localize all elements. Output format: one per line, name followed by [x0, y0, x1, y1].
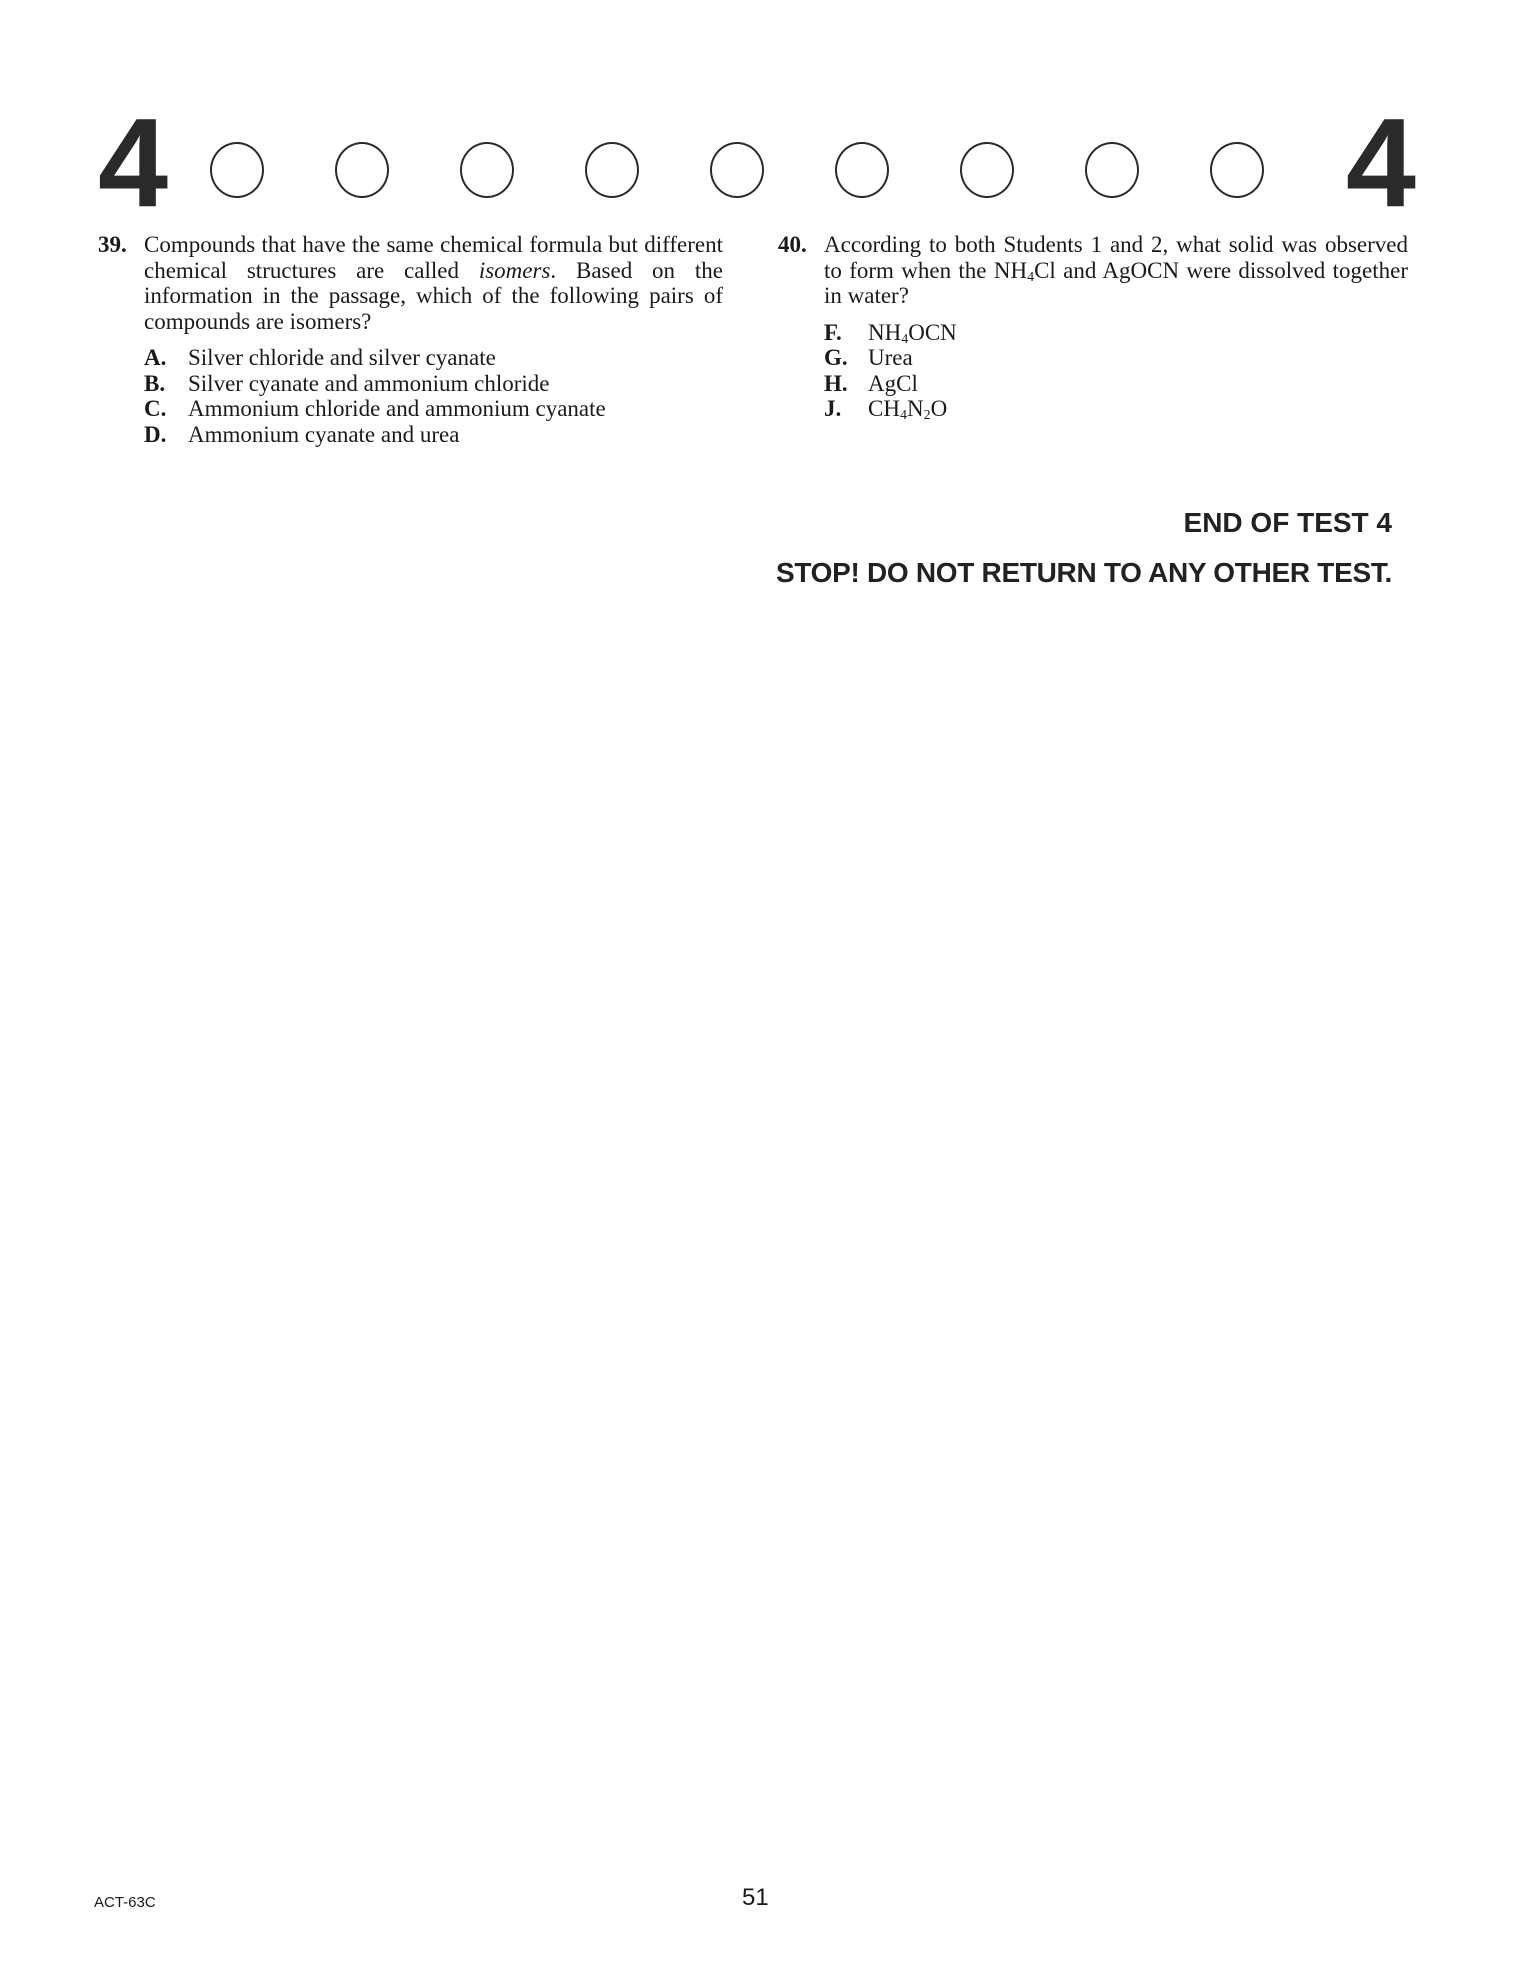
option-text: AgCl — [868, 370, 918, 396]
option-text: $CH_4N_2O$ — [868, 396, 948, 423]
question-stem: According to both Students 1 and 2, what solid was observed to form when the $NH_4Cl$ and AgOCN were dissolved together in water? — [824, 232, 1408, 308]
circle-icon — [460, 142, 514, 198]
circle-icon — [960, 142, 1014, 198]
option-a[interactable]: A. Silver chloride and silver cyanate — [144, 345, 496, 370]
circle-icon — [335, 142, 389, 198]
form-code: ACT-63C — [94, 1894, 156, 1911]
stop-notice: STOP! DO NOT RETURN TO ANY OTHER TEST. — [775, 557, 1392, 588]
circle-icon — [710, 142, 764, 198]
option-d[interactable]: D. Ammonium cyanate and urea — [144, 421, 460, 447]
circle-row — [210, 142, 1264, 198]
option-c[interactable]: C. Ammonium chloride and ammonium cyanate — [144, 396, 606, 421]
option-h[interactable]: H. AgCl — [824, 370, 918, 396]
question-40 — [778, 232, 1408, 422]
option-text: $NH_4OCN$ — [868, 319, 957, 347]
option-text: Urea — [868, 345, 913, 370]
circle-icon — [585, 142, 639, 198]
answer-options — [824, 320, 1408, 422]
option-f[interactable]: F. $NH_4OCN$ — [824, 319, 957, 347]
circle-icon — [1085, 142, 1139, 198]
question-39 — [98, 232, 723, 447]
option-b[interactable]: B. Silver cyanate and ammonium chloride — [144, 370, 550, 396]
circle-icon — [1210, 142, 1264, 198]
question-number: 40. — [778, 232, 807, 257]
question-stem: Compounds that have the same chemical formula but different chemical structures are called isomers. Based on the information in the passage, which of the following pairs of compounds are isomers? — [144, 232, 724, 334]
option-j[interactable]: J. $CH_4N_2O$ — [824, 396, 948, 423]
option-g[interactable]: G. Urea — [824, 345, 913, 370]
circle-icon — [835, 142, 889, 198]
end-of-test-heading: END OF TEST 4 — [1183, 507, 1392, 538]
test-number-right: 4 — [1345, 92, 1416, 233]
question-number: 39. — [98, 232, 127, 257]
page-number: 51 — [742, 1884, 769, 1911]
answer-options — [144, 345, 723, 447]
circle-icon — [210, 142, 264, 198]
test-header — [98, 92, 1416, 233]
test-number-left: 4 — [98, 92, 169, 233]
